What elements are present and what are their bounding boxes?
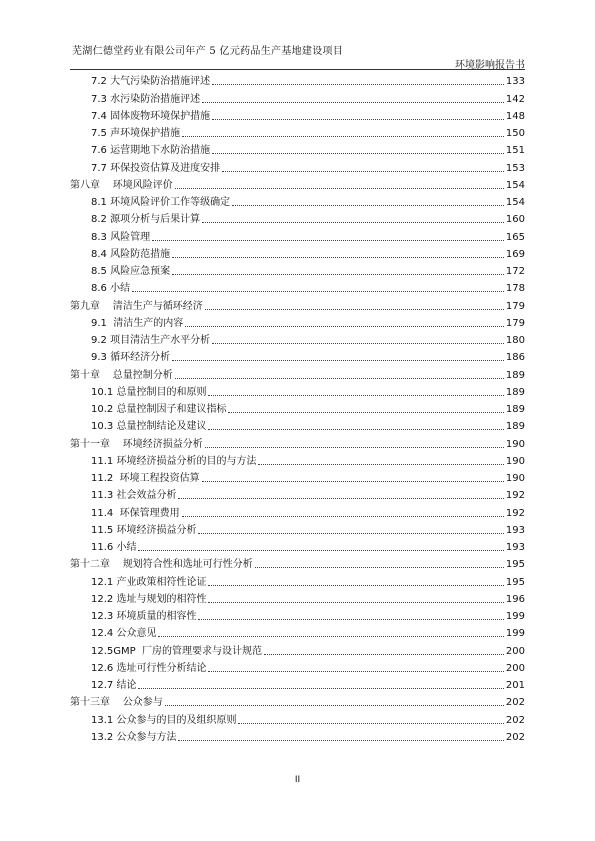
toc-leader-dots [138, 688, 503, 689]
toc-leader-dots [178, 740, 503, 741]
header-project-title: 芜湖仁德堂药业有限公司年产 5 亿元药品生产基地建设项目 [72, 46, 344, 57]
toc-entry-page: 192 [505, 507, 525, 519]
toc-entry-title: 12.4 公众意见 [91, 628, 157, 640]
toc-entry-title: 8.4 风险防范措施 [91, 248, 171, 260]
toc-section-entry[interactable] [70, 347, 525, 364]
toc-entry-page: 192 [505, 490, 525, 502]
toc-entry-title: 7.4 固体废物环境保护措施 [91, 110, 211, 122]
toc-leader-dots [208, 602, 503, 603]
toc-leader-dots [152, 240, 504, 241]
table-of-contents [70, 71, 525, 744]
toc-entry-page: 202 [505, 697, 525, 709]
toc-section-entry[interactable] [70, 209, 525, 226]
toc-chapter-entry[interactable] [70, 175, 525, 192]
toc-leader-dots [264, 654, 504, 655]
toc-entry-title: 11.2 环境工程投资估算 [91, 473, 200, 484]
toc-chapter-entry[interactable] [70, 554, 525, 571]
toc-entry-title: 9.3 循环经济分析 [91, 352, 171, 364]
toc-entry-title: 第十一章 环境经济损益分析 [70, 438, 203, 450]
toc-leader-dots [178, 498, 503, 499]
toc-entry-title: 12.1 产业政策相符性论证 [91, 576, 207, 588]
toc-entry-page: 169 [505, 248, 525, 260]
toc-entry-page: 201 [505, 680, 525, 691]
toc-leader-dots [255, 567, 504, 568]
toc-section-entry[interactable] [70, 485, 525, 502]
toc-entry-title: 12.6 选址可行性分析结论 [91, 662, 207, 674]
toc-section-entry[interactable] [70, 571, 525, 588]
toc-entry-title: 13.2 公众参与方法 [91, 731, 177, 743]
toc-entry-page: 189 [505, 421, 525, 433]
toc-leader-dots [208, 671, 503, 672]
toc-entry-title: 10.1 总量控制目的和原则 [91, 386, 207, 398]
toc-entry-page: 199 [505, 611, 525, 622]
toc-entry-page: 142 [505, 93, 525, 105]
toc-entry-title: 12.3 环境质量的相容性 [91, 611, 197, 622]
toc-entry-title: 7.2 大气污染防治措施评述 [91, 76, 211, 88]
toc-leader-dots [172, 257, 504, 258]
toc-entry-page: 189 [505, 386, 525, 398]
toc-entry-page: 133 [505, 76, 525, 88]
toc-entry-page: 195 [505, 576, 525, 588]
toc-leader-dots [238, 723, 503, 724]
toc-entry-page: 200 [505, 662, 525, 674]
toc-section-entry[interactable] [70, 261, 525, 278]
toc-entry-title: 9.2 项目清洁生产水平分析 [91, 335, 211, 346]
toc-leader-dots [212, 153, 504, 154]
toc-section-entry[interactable] [70, 123, 525, 140]
toc-leader-dots [212, 119, 504, 120]
toc-section-entry[interactable] [70, 606, 525, 623]
toc-leader-dots [232, 205, 504, 206]
toc-leader-dots [172, 360, 504, 361]
toc-section-entry[interactable] [70, 106, 525, 123]
toc-section-entry[interactable] [70, 416, 525, 433]
toc-entry-title: 第十二章 规划符合性和选址可行性分析 [70, 559, 253, 571]
toc-section-entry[interactable] [70, 71, 525, 88]
toc-entry-title: 12.5GMP 厂房的管理要求与设计规范 [91, 645, 263, 657]
toc-entry-page: 160 [505, 214, 525, 226]
toc-section-entry[interactable] [70, 140, 525, 157]
toc-leader-dots [198, 533, 503, 534]
toc-entry-title: 10.2 总量控制因子和建议指标 [91, 404, 227, 415]
toc-entry-page: 153 [505, 162, 525, 174]
toc-section-entry[interactable] [70, 382, 525, 399]
toc-entry-page: 178 [505, 283, 525, 295]
toc-section-entry[interactable] [70, 278, 525, 295]
toc-section-entry[interactable] [70, 451, 525, 468]
toc-section-entry[interactable] [70, 226, 525, 243]
toc-section-entry[interactable] [70, 537, 525, 554]
toc-entry-title: 12.2 选址与规划的相符性 [91, 593, 207, 605]
toc-section-entry[interactable] [70, 640, 525, 657]
toc-leader-dots [132, 291, 504, 292]
toc-leader-dots [175, 378, 504, 379]
toc-section-entry[interactable] [70, 709, 525, 726]
toc-entry-page: 196 [505, 593, 525, 605]
toc-entry-title: 第九章 清洁生产与循环经济 [70, 300, 203, 312]
toc-leader-dots [202, 102, 504, 103]
page-number: II [294, 775, 301, 785]
toc-leader-dots [208, 429, 503, 430]
toc-entry-page: 165 [505, 231, 525, 243]
toc-leader-dots [158, 636, 503, 637]
toc-section-entry[interactable] [70, 658, 525, 675]
toc-chapter-entry[interactable] [70, 692, 525, 709]
toc-entry-title: 11.6 小结 [91, 542, 137, 553]
toc-entry-title: 11.4 环保管理费用 [91, 507, 180, 519]
toc-leader-dots [202, 222, 504, 223]
toc-entry-page: 150 [505, 128, 525, 139]
toc-entry-page: 193 [505, 524, 525, 536]
toc-leader-dots [175, 188, 504, 189]
toc-entry-title: 第十三章 公众参与 [70, 697, 163, 709]
toc-entry-title: 13.1 公众参与的目的及组织原则 [91, 714, 237, 726]
toc-entry-title: 8.5 风险应急预案 [91, 266, 171, 277]
toc-leader-dots [185, 326, 504, 327]
toc-leader-dots [208, 395, 503, 396]
toc-section-entry[interactable] [70, 589, 525, 606]
toc-chapter-entry[interactable] [70, 364, 525, 381]
toc-entry-title: 第八章 环境风险评价 [70, 179, 173, 191]
toc-entry-title: 12.7 结论 [91, 680, 137, 691]
toc-section-entry[interactable] [70, 157, 525, 174]
toc-section-entry[interactable] [70, 313, 525, 330]
toc-leader-dots [205, 447, 504, 448]
toc-entry-page: 202 [505, 714, 525, 726]
toc-section-entry[interactable] [70, 675, 525, 692]
toc-entry-title: 7.3 水污染防治措施评述 [91, 93, 201, 105]
toc-entry-page: 179 [505, 300, 525, 312]
toc-leader-dots [222, 171, 504, 172]
toc-section-entry[interactable] [70, 623, 525, 640]
toc-entry-title: 8.1 环境风险评价工作等级确定 [91, 197, 231, 208]
toc-leader-dots [205, 309, 504, 310]
toc-chapter-entry[interactable] [70, 433, 525, 450]
toc-section-entry[interactable] [70, 330, 525, 347]
toc-leader-dots [212, 84, 504, 85]
toc-section-entry[interactable] [70, 192, 525, 209]
toc-entry-page: 189 [505, 404, 525, 415]
header-report-type: 环境影响报告书 [455, 60, 525, 71]
toc-entry-title: 7.6 运营期地下水防治措施 [91, 145, 211, 157]
toc-entry-title: 8.6 小结 [91, 283, 131, 295]
toc-entry-page: 200 [505, 645, 525, 657]
toc-section-entry[interactable] [70, 468, 525, 485]
toc-leader-dots [212, 343, 504, 344]
toc-entry-title: 8.2 源项分析与后果计算 [91, 214, 201, 226]
toc-entry-page: 172 [505, 266, 525, 277]
toc-section-entry[interactable] [70, 88, 525, 105]
toc-entry-title: 9.1 清洁生产的内容 [91, 317, 184, 329]
toc-leader-dots [202, 481, 504, 482]
toc-section-entry[interactable] [70, 502, 525, 519]
toc-entry-page: 179 [505, 317, 525, 329]
toc-entry-page: 154 [505, 197, 525, 208]
toc-entry-page: 202 [505, 731, 525, 743]
toc-entry-page: 148 [505, 110, 525, 122]
toc-leader-dots [228, 412, 503, 413]
toc-leader-dots [208, 585, 503, 586]
toc-section-entry[interactable] [70, 520, 525, 537]
toc-entry-title: 7.7 环保投资估算及进度安排 [91, 162, 221, 174]
toc-leader-dots [182, 136, 504, 137]
toc-entry-title: 11.3 社会效益分析 [91, 490, 177, 502]
toc-entry-page: 151 [505, 145, 525, 157]
header-divider [70, 69, 525, 70]
toc-entry-page: 180 [505, 335, 525, 346]
toc-entry-title: 7.5 声环境保护措施 [91, 128, 181, 139]
toc-chapter-entry[interactable] [70, 295, 525, 312]
toc-leader-dots [182, 516, 504, 517]
toc-entry-title: 8.3 风险管理 [91, 231, 151, 243]
toc-entry-page: 189 [505, 369, 525, 381]
toc-entry-page: 190 [505, 473, 525, 484]
toc-leader-dots [138, 550, 503, 551]
toc-section-entry[interactable] [70, 244, 525, 261]
toc-section-entry[interactable] [70, 399, 525, 416]
toc-entry-title: 10.3 总量控制结论及建议 [91, 421, 207, 433]
toc-leader-dots [172, 274, 504, 275]
toc-entry-page: 190 [505, 455, 525, 467]
toc-section-entry[interactable] [70, 727, 525, 744]
toc-entry-page: 186 [505, 352, 525, 364]
toc-leader-dots [198, 619, 503, 620]
toc-leader-dots [258, 464, 503, 465]
toc-entry-page: 199 [505, 628, 525, 640]
toc-entry-page: 195 [505, 559, 525, 571]
toc-leader-dots [165, 705, 504, 706]
toc-entry-title: 第十章 总量控制分析 [70, 369, 173, 381]
toc-entry-page: 190 [505, 438, 525, 450]
toc-entry-title: 11.5 环境经济损益分析 [91, 524, 197, 536]
toc-entry-page: 154 [505, 179, 525, 191]
toc-entry-title: 11.1 环境经济损益分析的目的与方法 [91, 455, 257, 467]
toc-entry-page: 193 [505, 542, 525, 553]
